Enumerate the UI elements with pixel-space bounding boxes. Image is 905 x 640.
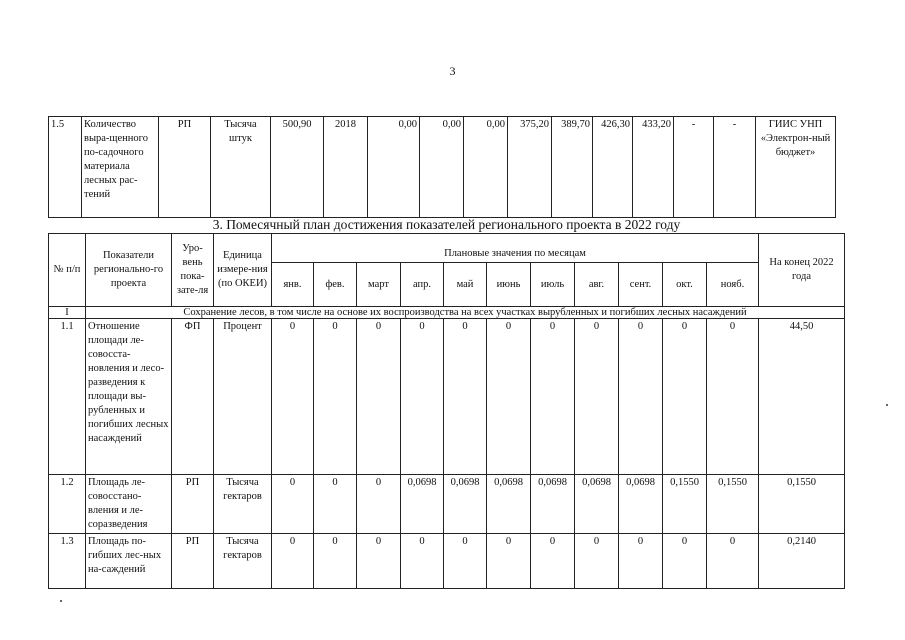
- month-value: 0: [357, 475, 401, 534]
- month-value: 0: [707, 534, 759, 589]
- header-level: Уро-вень пока-зате-ля: [172, 234, 214, 307]
- month-value: 0: [575, 534, 619, 589]
- header-month: окт.: [663, 263, 707, 307]
- header-month: май: [444, 263, 487, 307]
- month-value: 0: [357, 319, 401, 475]
- header-unit: Единица измере-ния (по ОКЕИ): [214, 234, 272, 307]
- unit: Тысяча штук: [211, 117, 271, 218]
- month-value: 0: [575, 319, 619, 475]
- table-row: [49, 534, 845, 589]
- unit: Процент: [214, 319, 272, 475]
- value-cell: 426,30: [593, 117, 633, 218]
- month-value: 0,0698: [487, 475, 531, 534]
- value-cell: 0,00: [420, 117, 464, 218]
- month-value: 0,0698: [575, 475, 619, 534]
- group-title: Сохранение лесов, в том числе на основе их воспроизводства на всех участках вырубленных и погибших лесных насаждений: [86, 307, 845, 319]
- indicator-name: Площадь ле-совосстано-вления и ле-соразведения: [86, 475, 172, 534]
- value-cell: -: [714, 117, 756, 218]
- month-value: 0: [272, 475, 314, 534]
- section-title: 3. Помесячный план достижения показателей регионального проекта в 2022 году: [212, 217, 681, 232]
- header-year-end: На конец 2022 года: [759, 234, 845, 307]
- unit: Тысяча гектаров: [214, 534, 272, 589]
- value-cell: 389,70: [552, 117, 593, 218]
- header-month: март: [357, 263, 401, 307]
- header-month: фев.: [314, 263, 357, 307]
- month-value: 0,1550: [663, 475, 707, 534]
- row-number: 1.3: [49, 534, 86, 589]
- scan-speck: [60, 600, 62, 602]
- header-month: сент.: [619, 263, 663, 307]
- table-row: [49, 475, 845, 534]
- group-row: [49, 307, 845, 319]
- indicator-level: РП: [172, 475, 214, 534]
- table-row: [49, 117, 836, 218]
- header-month: янв.: [272, 263, 314, 307]
- value-cell: 433,20: [633, 117, 674, 218]
- month-value: 0: [663, 319, 707, 475]
- month-value: 0: [487, 534, 531, 589]
- value-cell: -: [674, 117, 714, 218]
- month-value: 0: [619, 319, 663, 475]
- table-row: [49, 319, 845, 475]
- month-value: 0: [531, 319, 575, 475]
- data-source: ГИИС УНП «Электрон-ный бюджет»: [756, 117, 836, 218]
- value-cell: 0,00: [464, 117, 508, 218]
- header-month: апр.: [401, 263, 444, 307]
- header-month: июль: [531, 263, 575, 307]
- indicator-level: РП: [159, 117, 211, 218]
- month-value: 0: [487, 319, 531, 475]
- row-number: 1.2: [49, 475, 86, 534]
- month-value: 0: [314, 319, 357, 475]
- month-value: 0: [663, 534, 707, 589]
- value-cell: 0,00: [368, 117, 420, 218]
- value-cell: 375,20: [508, 117, 552, 218]
- indicator-level: РП: [172, 534, 214, 589]
- month-value: 0,0698: [401, 475, 444, 534]
- row-number: 1.5: [49, 117, 82, 218]
- month-value: 0: [619, 534, 663, 589]
- page-number: 3: [449, 64, 456, 78]
- monthly-plan-table: [48, 233, 845, 589]
- header-num: № п/п: [49, 234, 86, 307]
- indicator-name: Площадь по-гибших лес-ных на-саждений: [86, 534, 172, 589]
- row-number: 1.1: [49, 319, 86, 475]
- base-year: 2018: [324, 117, 368, 218]
- month-value: 0: [401, 534, 444, 589]
- header-indicator: Показатели регионально-го проекта: [86, 234, 172, 307]
- month-value: 0: [272, 319, 314, 475]
- month-value: 0: [444, 319, 487, 475]
- year-end-value: 44,50: [759, 319, 845, 475]
- year-end-value: 0,2140: [759, 534, 845, 589]
- indicator-name: Отношение площади ле-совосста-новления и лесо-разведения к площади вы-рубленных и погибших лесных насаждений: [86, 319, 172, 475]
- month-value: 0: [444, 534, 487, 589]
- month-value: 0: [531, 534, 575, 589]
- header-month: авг.: [575, 263, 619, 307]
- month-value: 0,1550: [707, 475, 759, 534]
- month-value: 0: [707, 319, 759, 475]
- header-planned-values: Плановые значения по месяцам: [272, 234, 759, 263]
- unit: Тысяча гектаров: [214, 475, 272, 534]
- month-value: 0: [357, 534, 401, 589]
- month-value: 0: [401, 319, 444, 475]
- header-month: июнь: [487, 263, 531, 307]
- month-value: 0: [272, 534, 314, 589]
- month-value: 0: [314, 475, 357, 534]
- header-month: нояб.: [707, 263, 759, 307]
- header-row: [49, 234, 845, 263]
- indicator-name: Количество выра-щенного по-садочного материала лесных рас-тений: [82, 117, 159, 218]
- month-value: 0,0698: [619, 475, 663, 534]
- group-number: I: [49, 307, 86, 319]
- year-end-value: 0,1550: [759, 475, 845, 534]
- month-value: 0,0698: [531, 475, 575, 534]
- top-indicator-table: [48, 116, 836, 218]
- month-value: 0: [314, 534, 357, 589]
- indicator-level: ФП: [172, 319, 214, 475]
- scan-speck: [886, 404, 888, 406]
- base-value: 500,90: [271, 117, 324, 218]
- month-value: 0,0698: [444, 475, 487, 534]
